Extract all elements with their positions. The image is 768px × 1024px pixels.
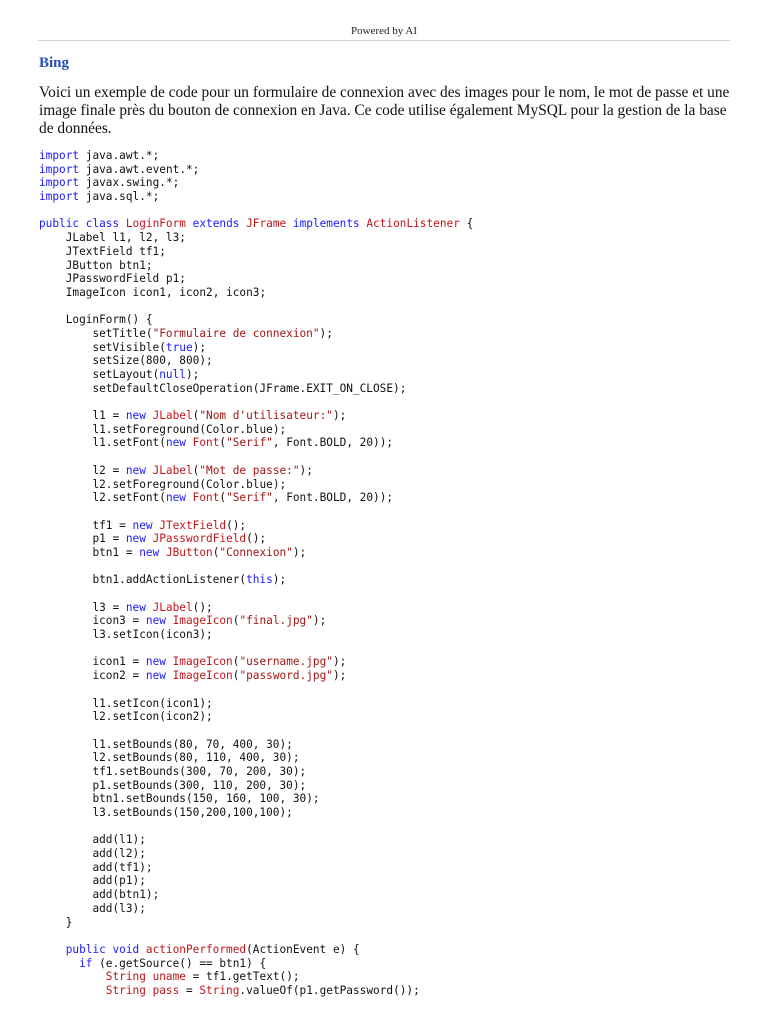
code-line: icon3 = new ImageIcon("final.jpg"); [92,614,327,628]
code-line: add(p1); [92,874,146,888]
code-line [39,587,739,601]
code-line: add(l1); [92,833,146,847]
code-line: setDefaultCloseOperation(JFrame.EXIT_ON_CLOSE); [92,381,407,395]
code-line: setTitle("Formulaire de connexion"); [92,326,333,340]
code-line: import java.awt.*; [39,149,160,162]
code-line: l1.setBounds(80, 70, 400, 30); [92,737,293,751]
code-line: l1.setForeground(Color.blue); [92,422,287,436]
code-line: l2.setForeground(Color.blue); [92,477,287,491]
code-line [39,505,739,519]
code-line: setLayout(null); [92,368,200,381]
code-line: add(l3); [92,901,146,915]
code-line: l1.setIcon(icon1); [92,696,213,710]
code-line: } [39,915,73,929]
code-line [39,560,739,574]
code-line: import java.awt.event.*; [39,162,200,176]
code-line: l2.setBounds(80, 110, 400, 30); [92,751,300,765]
code-line [39,642,739,656]
code-line: l3.setBounds(150,200,100,100); [92,806,293,819]
code-line: if (e.getSource() == btn1) { [79,956,267,970]
code-line: setSize(800, 800); [92,354,213,368]
code-line: import java.sql.*; [39,190,160,204]
code-line [39,929,739,943]
code-line: l2.setIcon(icon2); [92,710,213,724]
code-line: l3 = new JLabel(); [92,600,213,614]
code-line: btn1 = new JButton("Connexion"); [92,545,307,559]
code-line: String uname = tf1.getText(); [105,970,300,984]
code-line: btn1.setBounds(150, 160, 100, 30); [92,792,320,806]
code-line: p1.setBounds(300, 110, 200, 30); [92,778,307,792]
code-line: l2 = new JLabel("Mot de passe:"); [92,463,313,477]
code-line: public void actionPerformed(ActionEvent e) { [65,942,360,956]
code-line: JLabel l1, l2, l3; [65,231,186,245]
code-block [39,149,739,998]
code-line [39,450,739,464]
code-line: ImageIcon icon1, icon2, icon3; [65,285,267,299]
code-line: import javax.swing.*; [39,176,180,190]
code-line: l1 = new JLabel("Nom d'utilisateur:"); [92,409,347,423]
code-line [39,820,739,834]
code-line: add(l2); [92,847,146,861]
code-line: l3.setIcon(icon3); [92,628,213,642]
code-line: add(btn1); [92,888,160,902]
code-line: btn1.addActionListener(this); [92,573,287,587]
code-line [39,683,739,697]
code-line: String pass = String.valueOf(p1.getPassword()); [105,983,420,997]
intro-paragraph: Voici un exemple de code pour un formulaire de connexion avec des images pour le nom, le mot de passe et une image finale près du bouton de connexion en Java. Ce code utilise également MySQL pour la gestion de la base de données. [39,84,730,137]
code-line: JTextField tf1; [65,244,166,258]
code-line: JPasswordField p1; [65,272,186,286]
code-line [39,724,739,738]
code-line: l2.setFont(new Font("Serif", Font.BOLD, 20)); [92,491,394,505]
code-line: p1 = new JPasswordField(); [92,532,267,546]
code-line: add(tf1); [92,860,153,874]
code-line [39,204,739,218]
code-line: tf1.setBounds(300, 70, 200, 30); [92,764,307,778]
code-line: JButton btn1; [65,258,153,272]
code-line: public class LoginForm extends JFrame implements ActionListener { [39,217,474,231]
code-line: l1.setFont(new Font("Serif", Font.BOLD, 20)); [92,436,394,450]
code-line: icon1 = new ImageIcon("username.jpg"); [92,655,347,669]
code-line [39,300,739,314]
code-line: setVisible(true); [92,340,206,354]
code-line: tf1 = new JTextField(); [92,518,247,532]
code-line: icon2 = new ImageIcon("password.jpg"); [92,669,347,683]
code-line: LoginForm() { [65,313,153,327]
page-header: Powered by AI [38,24,730,41]
code-line [39,395,739,409]
source-label: Bing [39,55,70,71]
